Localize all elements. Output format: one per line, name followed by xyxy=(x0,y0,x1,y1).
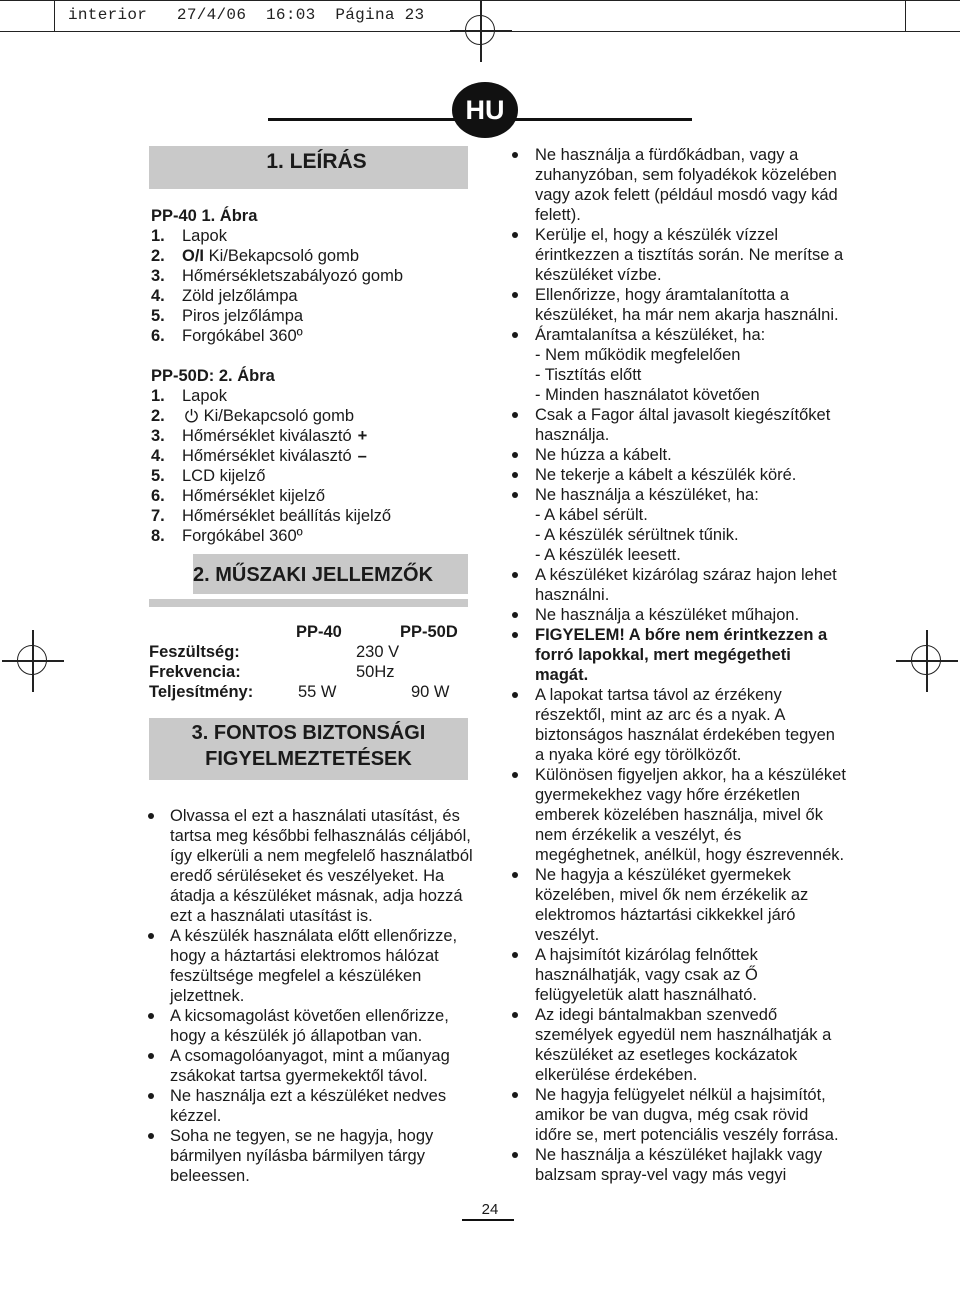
pp50d-item xyxy=(151,446,367,466)
safety-text-line: biztonságos használat érdekében tegyen xyxy=(535,726,835,744)
safety-text-line: Ne hagyja a készüléket gyermekek xyxy=(535,866,791,884)
pp50d-item-label: LCD kijelző xyxy=(182,467,266,485)
bullet-dot xyxy=(512,152,518,158)
pp50d-item-label: Hőmérséklet kiválasztó xyxy=(182,447,352,465)
pp40-item-number: 2. xyxy=(151,247,165,265)
bullet-dot xyxy=(148,1093,154,1099)
safety-text-line: bármilyen nyílásba bármilyen tárgy xyxy=(170,1147,425,1165)
pp50d-item-number: 3. xyxy=(151,427,165,445)
safety-text-line: emberek közelében használja, mivel ők xyxy=(535,806,823,824)
safety-text-line: így elkerüli a nem megfelelő használatból xyxy=(170,847,473,865)
spec-col-pp50d: PP-50D xyxy=(400,623,458,641)
bullet-dot xyxy=(512,412,518,418)
section2-title: 2. MŰSZAKI JELLEMZŐK xyxy=(193,564,434,586)
safety-text-line: A kicsomagolást követően ellenőrizze, xyxy=(170,1007,449,1025)
safety-text-line: Áramtalanítsa a készüléket, ha: xyxy=(535,326,766,344)
bullet-dot xyxy=(512,332,518,338)
safety-text-line: elkerülése érdekében. xyxy=(535,1066,698,1084)
slug-text: interior 27/4/06 16:03 Página 23 xyxy=(68,6,425,24)
pp40-item-label: Lapok xyxy=(182,227,227,245)
pp40-item xyxy=(151,326,303,346)
safety-text-line: Kerülje el, hogy a készülék vízzel xyxy=(535,226,779,244)
pp50d-item xyxy=(151,406,354,426)
spec-col-pp40: PP-40 xyxy=(296,623,342,641)
safety-text-line: vagy azok felett (például mosdó vagy kád xyxy=(535,186,838,204)
safety-text-line: megéghetnek, anélkül, hogy észrevennék. xyxy=(535,846,845,864)
pp40-item-number: 3. xyxy=(151,267,165,285)
pp50d-item xyxy=(151,466,265,486)
safety-text-line: amikor be van dugva, még csak rövid xyxy=(535,1106,809,1124)
power-icon xyxy=(184,408,199,423)
header-rule-right xyxy=(500,118,692,121)
safety-text-line: használni. xyxy=(535,586,610,604)
safety-text-line: kézzel. xyxy=(170,1107,222,1125)
safety-text-line: - Minden használatot követően xyxy=(535,386,760,404)
pp50d-item-label: Ki/Bekapcsoló gomb xyxy=(199,407,355,425)
safety-text-line: átadja a készüléket másnak, adja hozzá xyxy=(170,887,463,905)
section3-title-line2: FIGYELMEZTETÉSEK xyxy=(205,748,412,770)
pp40-item xyxy=(151,266,403,286)
pp50d-item xyxy=(151,486,325,506)
bullet-dot xyxy=(512,612,518,618)
safety-text-line: tartsa meg későbbi felhasználás céljából, xyxy=(170,827,471,845)
pp50d-item-number: 8. xyxy=(151,527,165,545)
safety-text-line: Ne használja ezt a készüléket nedves xyxy=(170,1087,447,1105)
safety-text-line: Ne használja a készüléket műhajon. xyxy=(535,606,800,624)
safety-text-line: készüléket, ha már nem akarja használni. xyxy=(535,306,839,324)
safety-text-line: A készülék használata előtt ellenőrizze, xyxy=(170,927,458,945)
pp50d-item-label: Lapok xyxy=(182,387,227,405)
spec-label: Teljesítmény: xyxy=(149,683,254,701)
safety-text-line: zuhanyzóban, sem folyadékok közelében xyxy=(535,166,837,184)
page-number: 24 xyxy=(481,1201,499,1218)
pp50d-item xyxy=(151,386,227,406)
safety-text-line: eredő sérüléseket és veszélyeket. Ha xyxy=(170,867,445,885)
safety-text-line: zsákokat tartsa gyermekektől távol. xyxy=(170,1067,428,1085)
spec-value-shared: 230 V xyxy=(356,643,400,661)
pp40-item-number: 5. xyxy=(151,307,165,325)
safety-text-line: - A készülék leesett. xyxy=(535,546,681,564)
bullet-dot xyxy=(512,492,518,498)
spec-value-pp50d: 90 W xyxy=(411,683,450,701)
safety-text-line: gyermekekhez vagy hőre érzéketlen xyxy=(535,786,801,804)
registration-mark-top-icon xyxy=(450,0,512,62)
safety-text-line: Ellenőrizze, hogy áramtalanította a xyxy=(535,286,790,304)
safety-text-line: nem érzékelik a veszélyt, és xyxy=(535,826,742,844)
safety-text-line: készüléket az esetleges kockázatok xyxy=(535,1046,798,1064)
bullet-dot xyxy=(512,1012,518,1018)
pp40-item-label: Forgókábel 360º xyxy=(182,327,303,345)
pp40-item-number: 4. xyxy=(151,287,165,305)
bullet-dot xyxy=(512,692,518,698)
safety-text-line: Ne használja a készüléket, ha: xyxy=(535,486,759,504)
registration-mark-left-icon xyxy=(2,630,64,692)
pp40-heading: PP-40 1. Ábra xyxy=(151,207,258,225)
safety-text-line: ezt a használati utasítást is. xyxy=(170,907,373,925)
bullet-dot xyxy=(512,452,518,458)
pp50d-item-number: 7. xyxy=(151,507,165,525)
bullet-dot xyxy=(148,933,154,939)
section2-rule xyxy=(149,599,468,607)
safety-text-line: használja. xyxy=(535,426,610,444)
safety-text-line: hogy a háztartási elektromos hálózat xyxy=(170,947,439,965)
registration-mark-right-icon xyxy=(896,630,958,692)
safety-text-line: balzsam spray-vel vagy más vegyi xyxy=(535,1166,787,1184)
safety-text-line: A hajsimítót kizárólag felnőttek xyxy=(535,946,758,964)
safety-text-line: Ne tekerje a kábelt a készülék köré. xyxy=(535,466,797,484)
safety-text-line: FIGYELEM! A bőre nem érintkezzen a xyxy=(535,626,828,644)
pp40-item-bold-label: O/I xyxy=(182,247,205,265)
pp50d-item-suffix: – xyxy=(357,447,367,465)
pp50d-item-number: 4. xyxy=(151,447,165,465)
safety-text-line: Ne húzza a kábelt. xyxy=(535,446,672,464)
bullet-dot xyxy=(512,472,518,478)
spec-value-shared: 50Hz xyxy=(356,663,395,681)
crop-line-right xyxy=(905,0,906,32)
bullet-dot xyxy=(512,1092,518,1098)
safety-text-line: Olvassa el ezt a használati utasítást, és xyxy=(170,807,460,825)
safety-text-line: - A kábel sérült. xyxy=(535,506,648,524)
pp50d-item xyxy=(151,526,303,546)
language-badge: HU xyxy=(452,82,518,138)
pp50d-item-number: 1. xyxy=(151,387,165,405)
crop-line-left xyxy=(54,0,55,32)
pp40-item-number: 6. xyxy=(151,327,165,345)
pp40-item-label: Piros jelzőlámpa xyxy=(182,307,304,325)
spec-label: Frekvencia: xyxy=(149,663,241,681)
pp40-item-label: Hőmérsékletszabályozó gomb xyxy=(182,267,404,285)
bullet-dot xyxy=(512,572,518,578)
safety-text-line: A készüléket kizárólag száraz hajon lehet xyxy=(535,566,837,584)
safety-text-line: forró lapokkal, mert megégetheti xyxy=(535,646,791,664)
safety-text-line: felett). xyxy=(535,206,581,224)
safety-text-line: Ne használja a készüléket hajlakk vagy xyxy=(535,1146,823,1164)
safety-text-line: használhatják, vagy csak az Ő xyxy=(535,966,758,984)
pp50d-item-number: 2. xyxy=(151,407,165,425)
pp50d-item-label: Forgókábel 360º xyxy=(182,527,303,545)
pp50d-item-label: Hőmérséklet kijelző xyxy=(182,487,326,505)
safety-text-line: Különösen figyeljen akkor, ha a készüléket xyxy=(535,766,846,784)
safety-text-line: - Nem működik megfelelően xyxy=(535,346,741,364)
bullet-dot xyxy=(148,1013,154,1019)
safety-text-line: elektromos háztartási cikkekkel járó xyxy=(535,906,796,924)
page-number-rule xyxy=(462,1219,514,1221)
safety-text-line: beleessen. xyxy=(170,1167,250,1185)
safety-text-line: készüléket vízbe. xyxy=(535,266,662,284)
spec-label: Feszültség: xyxy=(149,643,240,661)
safety-text-line: veszélyt. xyxy=(535,926,600,944)
safety-text-line: A lapokat tartsa távol az érzékeny xyxy=(535,686,782,704)
safety-text-line: időre se, mert potenciális veszély forrása. xyxy=(535,1126,839,1144)
bullet-dot xyxy=(148,813,154,819)
bullet-dot xyxy=(512,632,518,638)
pp50d-item xyxy=(151,426,367,446)
pp50d-item-suffix: + xyxy=(357,427,368,445)
pp50d-item-number: 6. xyxy=(151,487,165,505)
pp40-item xyxy=(151,306,303,326)
bullet-dot xyxy=(512,952,518,958)
safety-text-line: Ne használja a fürdőkádban, vagy a xyxy=(535,146,799,164)
safety-text-line: feszültsége megfelel a készüléken xyxy=(170,967,422,985)
section3-title-line1: 3. FONTOS BIZTONSÁGI xyxy=(191,722,426,744)
safety-text-line: A csomagolóanyagot, mint a műanyag xyxy=(170,1047,450,1065)
bullet-dot xyxy=(512,292,518,298)
bullet-dot xyxy=(512,872,518,878)
bullet-dot xyxy=(148,1133,154,1139)
pp40-item-label: Ki/Bekapcsoló gomb xyxy=(204,247,360,265)
safety-text-line: magát. xyxy=(535,666,589,684)
bullet-dot xyxy=(512,232,518,238)
pp50d-item-label: Hőmérséklet beállítás kijelző xyxy=(182,507,392,525)
safety-text-line: részektől, mint az arc és a nyak. A xyxy=(535,706,786,724)
pp50d-item xyxy=(151,506,391,526)
pp40-item-label: Zöld jelzőlámpa xyxy=(182,287,298,305)
safety-text-line: Ne hagyja felügyelet nélkül a hajsimítót, xyxy=(535,1086,826,1104)
safety-text-line: - A készülék sérültnek tűnik. xyxy=(535,526,739,544)
safety-text-line: a nyaka köré egy törölközőt. xyxy=(535,746,742,764)
pp50d-heading: PP-50D: 2. Ábra xyxy=(151,367,275,385)
bullet-dot xyxy=(512,1152,518,1158)
safety-text-line: Csak a Fagor által javasolt kiegészítőket xyxy=(535,406,831,424)
safety-text-line: személyek egyedül nem használhatják a xyxy=(535,1026,832,1044)
safety-text-line: Soha ne tegyen, se ne hagyja, hogy xyxy=(170,1127,434,1145)
pp40-item xyxy=(151,246,359,266)
pp50d-item-label: Hőmérséklet kiválasztó xyxy=(182,427,352,445)
section1-title: 1. LEÍRÁS xyxy=(266,150,367,173)
safety-text-line: közelében, mivel ők nem érzékelik az xyxy=(535,886,809,904)
bullet-dot xyxy=(148,1053,154,1059)
safety-text-line: Az idegi bántalmakban szenvedő xyxy=(535,1006,778,1024)
pp40-item xyxy=(151,226,227,246)
safety-text-line: - Tisztítás előtt xyxy=(535,366,642,384)
bullet-dot xyxy=(512,772,518,778)
safety-text-line: hogy a készülék jó állapotban van. xyxy=(170,1027,423,1045)
pp50d-item-number: 5. xyxy=(151,467,165,485)
safety-text-line: jelzettnek. xyxy=(170,987,245,1005)
spec-value-pp40: 55 W xyxy=(298,683,337,701)
safety-text-line: érintkezzen a tisztítás során. Ne merítse a xyxy=(535,246,844,264)
section1-rule xyxy=(149,184,468,189)
safety-text-line: felügyeletük alatt használható. xyxy=(535,986,757,1004)
pp40-item-number: 1. xyxy=(151,227,165,245)
pp40-item xyxy=(151,286,298,306)
